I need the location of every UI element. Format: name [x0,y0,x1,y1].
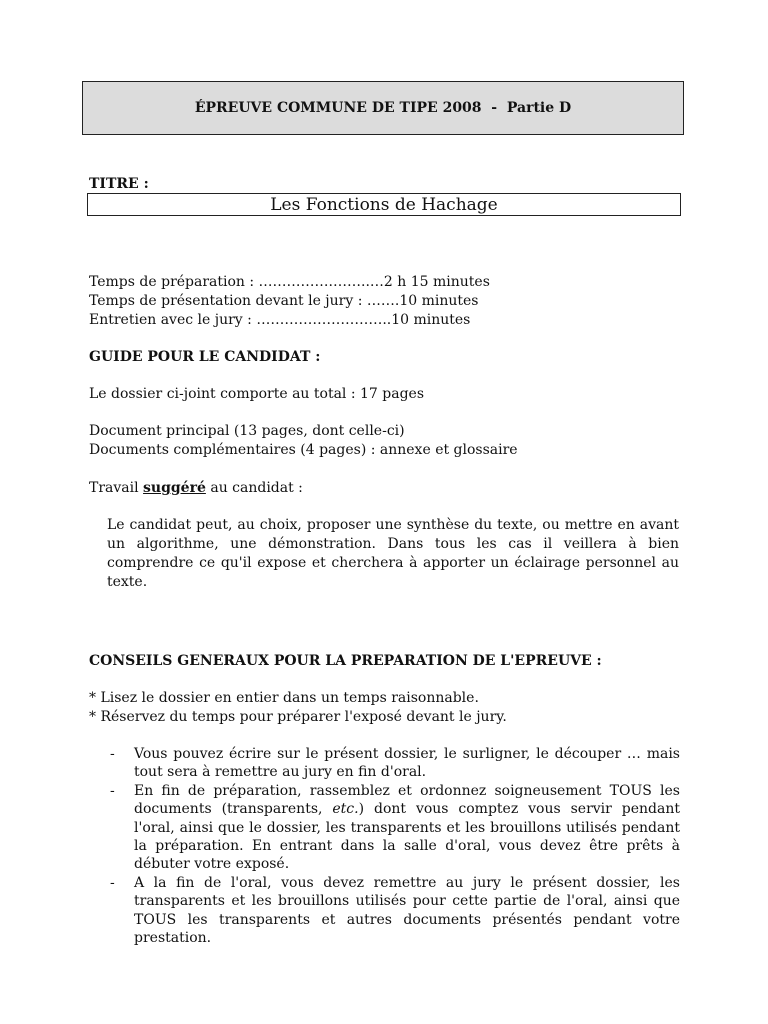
conseils-list [110,745,680,947]
timing-entretien: Entretien avec le jury : ………………………..10 minutes [89,312,471,328]
travail-emphasis: suggéré [143,480,206,496]
list-item-text-before: En fin de préparation, rassemblez et ordonnez soigneusement TOUS les documents (transparents, [134,782,680,818]
conseils-stars [89,689,507,727]
conseils-heading: CONSEILS GENERAUX POUR LA PREPARATION DE L'EPREUVE : [89,653,602,669]
exam-header-title: ÉPREUVE COMMUNE DE TIPE 2008 - Partie D [194,100,572,116]
travail-suggere [89,479,303,498]
list-item [110,745,680,782]
travail-before: Travail [89,480,144,496]
document-title: Les Fonctions de Hachage [270,194,498,215]
timing-block [89,273,490,330]
guide-heading: GUIDE POUR LE CANDIDAT : [89,349,321,365]
documents-block [89,422,518,460]
travail-after: au candidat : [205,480,303,496]
dossier-pages: Le dossier ci-joint comporte au total : 17 pages [89,386,425,402]
list-dash: - [110,782,115,799]
list-item-text: Vous pouvez écrire sur le présent dossier, le surligner, le découper … mais tout sera à remettre au jury en fin d'oral. [134,746,680,781]
conseil-star-2: * Réservez du temps pour préparer l'exposé devant le jury. [89,709,507,725]
exam-header [82,81,684,135]
document-principal: Document principal (13 pages, dont celle-ci) [89,423,405,439]
list-dash: - [110,874,115,891]
list-item-text-after: ) dont vous comptez vous servir pendant l'oral, ainsi que le dossier, les transparents et les brouillons utilisés pendant la préparation. En entrant dans la salle d'oral, vous devez être prêts à débuter votre exposé. [134,801,680,873]
list-item [110,782,680,874]
document-title-box [87,193,681,216]
list-item-text-italic: etc. [332,801,359,818]
list-dash: - [110,746,115,762]
timing-preparation: Temps de préparation : …………….……..…2 h 15 minutes [89,274,490,290]
conseil-star-1: * Lisez le dossier en entier dans un temps raisonnable. [89,690,479,706]
list-item-text: A la fin de l'oral, vous devez remettre au jury le présent dossier, les transparents et les brouillons utilisés pour cette partie de l'oral, ainsi que TOUS les transparents et autres documents présentés pendant votre prestation. [134,874,680,947]
candidat-paragraph: Le candidat peut, au choix, proposer une synthèse du texte, ou mettre en avant un algorithme, une démonstration. Dans tous les cas il veillera à bien comprendre ce qu'il expose et cherchera à apporter un éclairage personnel au texte. [107,517,679,590]
list-item [110,874,680,948]
documents-complementaires: Documents complémentaires (4 pages) : annexe et glossaire [89,442,518,458]
titre-label: TITRE : [89,176,149,192]
timing-presentation: Temps de présentation devant le jury : …….10 minutes [89,293,479,309]
